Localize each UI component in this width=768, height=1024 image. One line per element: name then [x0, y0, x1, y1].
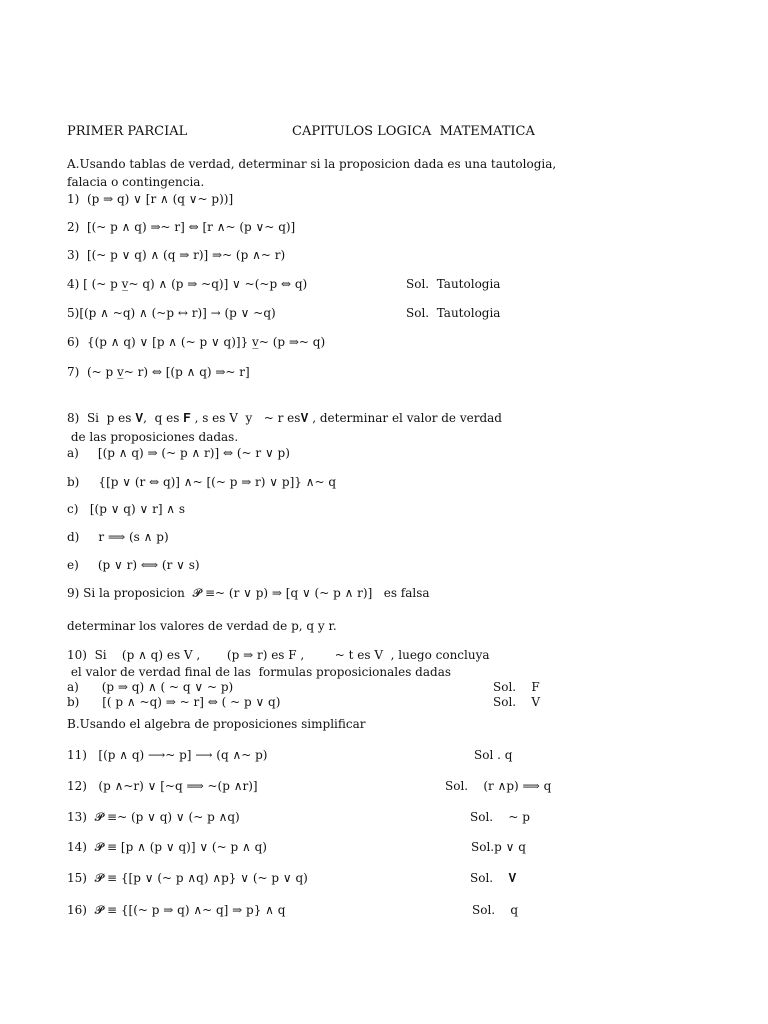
- section-a-intro-line2: falacia o contingencia.: [67, 175, 205, 189]
- problem-10b: b) [( p ∧ ~q) ⇒ ~ r] ⇔ ( ~ p ∨ q): [67, 695, 281, 709]
- problem-11: 11) [(p ∧ q) ⟶~ p] ⟶ (q ∧~ p): [67, 748, 268, 762]
- problem-4: 4) [ (~ p v̲~ q) ∧ (p ⇒ ~q)] ∨ ~(~p ⇔ q): [67, 277, 308, 291]
- section-a-intro-line1: A.Usando tablas de verdad, determinar si la proposicion dada es una tautologia,: [67, 157, 557, 171]
- problem-3: 3) [(~ p ∨ q) ∧ (q ⇒ r)] ⇒~ (p ∧~ r): [67, 248, 286, 262]
- header-left: PRIMER PARCIAL: [67, 124, 188, 139]
- problem-13-solution: Sol. ~ p: [470, 810, 530, 824]
- problem-10b-solution: Sol. V: [493, 695, 541, 709]
- section-b-intro: B.Usando el algebra de proposiciones simplificar: [67, 717, 366, 731]
- problem-2: 2) [(~ p ∧ q) ⇒~ r] ⇔ [r ∧~ (p ∨~ q)]: [67, 220, 296, 234]
- problem-15-solution: Sol. 𝐕: [470, 871, 517, 885]
- problem-8e: e) (p ∨ r) ⟺ (r ∨ s): [67, 558, 200, 572]
- problem-5-solution: Sol. Tautologia: [406, 306, 501, 320]
- problem-11-solution: Sol . q: [474, 748, 513, 762]
- problem-8-line1: 8) Si p es 𝐕, q es 𝐅 , s es V y ~ r es𝐕 , determinar el valor de verdad: [67, 411, 502, 425]
- problem-8b: b) {[p ∨ (r ⇔ q)] ∧~ [(~ p ⇒ r) ∨ p]} ∧~ q: [67, 475, 337, 489]
- problem-10-line1: 10) Si (p ∧ q) es V , (p ⇒ r) es F , ~ t es V , luego concluya: [67, 648, 490, 662]
- problem-16-solution: Sol. q: [472, 903, 519, 917]
- problem-10a: a) (p ⇒ q) ∧ ( ~ q ∨ ~ p): [67, 680, 234, 694]
- problem-9-line2: determinar los valores de verdad de p, q y r.: [67, 619, 337, 633]
- problem-15: 15) 𝓟 ≡ {[p ∨ (~ p ∧q) ∧p} ∨ (~ p ∨ q): [67, 871, 308, 885]
- problem-1: 1) (p ⇒ q) ∨ [r ∧ (q ∨~ p))]: [67, 192, 234, 206]
- problem-8-line2: de las proposiciones dadas.: [67, 430, 239, 444]
- problem-12: 12) (p ∧~r) ∨ [~q ⟹ ~(p ∧r)]: [67, 779, 258, 793]
- header-right: CAPITULOS LOGICA MATEMATICA: [292, 124, 535, 139]
- problem-5: 5)[(p ∧ ~q) ∧ (~p ↔ r)] → (p ∨ ~q): [67, 306, 276, 320]
- problem-8d: d) r ⟹ (s ∧ p): [67, 530, 169, 544]
- problem-13: 13) 𝓟 ≡~ (p ∨ q) ∨ (~ p ∧q): [67, 810, 240, 824]
- problem-8a: a) [(p ∧ q) ⇒ (~ p ∧ r)] ⇔ (~ r ∨ p): [67, 446, 290, 460]
- problem-16: 16) 𝓟 ≡ {[(~ p ⇒ q) ∧~ q] ⇒ p} ∧ q: [67, 903, 286, 917]
- problem-9-line1: 9) Si la proposicion 𝓟 ≡~ (r ∨ p) ⇒ [q ∨ (~ p ∧ r)] es falsa: [67, 586, 430, 600]
- problem-4-solution: Sol. Tautologia: [406, 277, 501, 291]
- problem-10a-solution: Sol. F: [493, 680, 540, 694]
- problem-12-solution: Sol. (r ∧p) ⟹ q: [445, 779, 552, 793]
- problem-7: 7) (~ p v̲~ r) ⇔ [(p ∧ q) ⇒~ r]: [67, 365, 250, 379]
- problem-8c: c) [(p ∨ q) ∨ r] ∧ s: [67, 502, 186, 516]
- problem-10-line2: el valor de verdad final de las formulas proposicionales dadas: [67, 665, 452, 679]
- problem-14-solution: Sol.p ∨ q: [471, 840, 526, 854]
- problem-6: 6) {(p ∧ q) ∨ [p ∧ (~ p ∨ q)]} v̲~ (p ⇒~ q): [67, 335, 326, 349]
- problem-14: 14) 𝓟 ≡ [p ∧ (p ∨ q)] ∨ (~ p ∧ q): [67, 840, 267, 854]
